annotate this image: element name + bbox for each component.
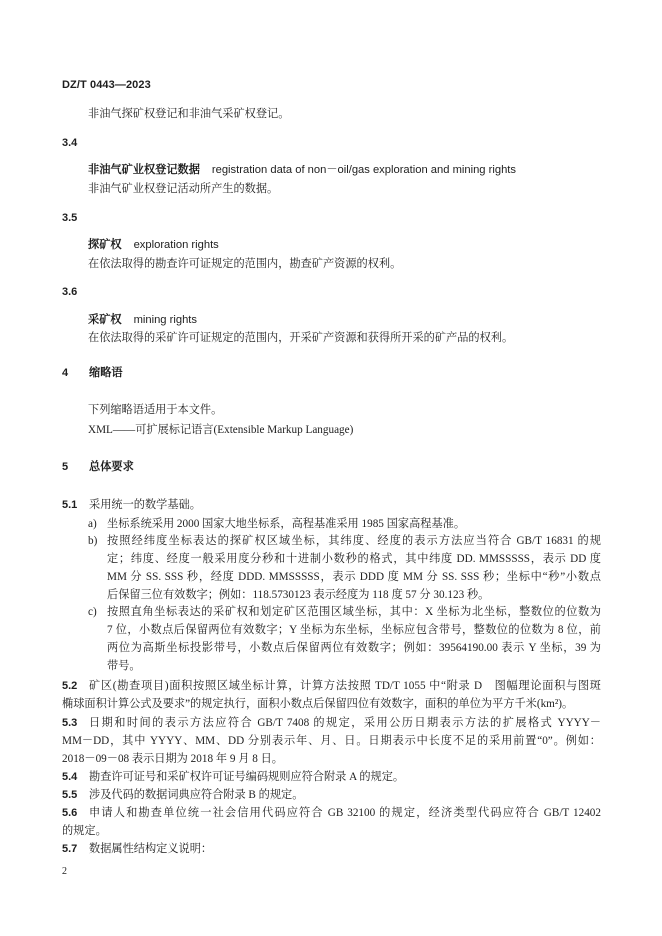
clause-number: 5.5 bbox=[62, 789, 78, 801]
list-item-text-line: MM 分 SS. SSS 秒，经度 DDD. MMSSSSS，表示 DDD 度 MM 分 SS. SSS 秒；坐标中“秒”小数点 bbox=[107, 571, 601, 583]
clause-number: 5.7 bbox=[62, 843, 78, 855]
clause-text-line: 椭球面积计算公式及要求”的规定执行，面积小数点后保留四位有效数字，面积的单位为平方千米(km²)。 bbox=[62, 698, 574, 710]
list-item-text-line: 两位为高斯坐标投影带号，小数点后保留两位有效数字；例如：39564190.00 表示 Y 坐标，39 为 bbox=[107, 642, 601, 654]
list-item-marker: a) bbox=[88, 518, 97, 530]
clause-number: 5.1 bbox=[62, 499, 78, 511]
list-item-text-line: 定；纬度、经度一般采用度分秒和十进制小数秒的格式，其中纬度 DD. MMSSSSS，表示 DD 度 bbox=[107, 553, 601, 565]
list-item-text-line: 后保留三位有效数字；例如：118.5730123 表示经度为 118 度 57 分 30.123 秒。 bbox=[107, 589, 490, 601]
clause-text-line: 申请人和勘查单位统一社会信用代码应符合 GB 32100 的规定，经济类型代码应符合 GB/T 12402 bbox=[89, 807, 601, 819]
term-chinese: 非油气矿业权登记数据 bbox=[88, 164, 200, 176]
abbreviations-intro: 下列缩略语适用于本文件。 bbox=[88, 404, 223, 416]
term-english: mining rights bbox=[133, 314, 197, 326]
list-item-text-line: 7 位，小数点后保留两位有效数字；Y 坐标为东坐标，坐标应包含带号，整数位的位数为 8 位，前 bbox=[107, 624, 601, 636]
term-number: 3.6 bbox=[62, 286, 78, 298]
list-item-text-line: 按照直角坐标表达的采矿权和划定矿区范围区域坐标，其中：X 坐标为北坐标，整数位的位数为 bbox=[107, 606, 601, 618]
page-number: 2 bbox=[62, 866, 67, 877]
term-entry bbox=[88, 311, 197, 329]
term-chinese: 探矿权 bbox=[88, 239, 122, 251]
clause-number: 5.2 bbox=[62, 680, 78, 692]
clause-number: 5.6 bbox=[62, 807, 78, 819]
clause-text-line: 数据属性结构定义说明： bbox=[89, 843, 213, 855]
term-chinese: 采矿权 bbox=[88, 314, 122, 326]
clause-number: 5.3 bbox=[62, 717, 78, 729]
abbreviation-entry: XML——可扩展标记语言(Extensible Markup Language) bbox=[88, 424, 354, 436]
clause-text-line: 2018－09－08 表示日期为 2018 年 9 月 8 日。 bbox=[62, 753, 283, 765]
section-title: 总体要求 bbox=[89, 461, 134, 473]
clause-text-line: 矿区(勘查项目)面积按照区域坐标计算，计算方法按照 TD/T 1055 中“附录 D 图幅理论面积与图斑 bbox=[89, 680, 601, 692]
term-entry bbox=[88, 161, 516, 179]
clause-number: 5.4 bbox=[62, 771, 78, 783]
clause-text-line: 的规定。 bbox=[62, 825, 107, 837]
term-english: registration data of non－oil/gas exploration and mining rights bbox=[211, 164, 516, 176]
term-definition: 在依法取得的勘查许可证规定的范围内，勘查矿产资源的权利。 bbox=[88, 258, 402, 270]
term-definition: 在依法取得的采矿许可证规定的范围内，开采矿产资源和获得所开采的矿产品的权利。 bbox=[88, 332, 514, 344]
clause-text-line: 采用统一的数学基础。 bbox=[89, 499, 201, 511]
clause-text-line: 勘查许可证号和采矿权许可证号编码规则应符合附录 A 的规定。 bbox=[89, 771, 405, 783]
list-item-marker: b) bbox=[88, 535, 98, 547]
standard-code-header: DZ/T 0443—2023 bbox=[62, 79, 151, 91]
section-number: 4 bbox=[62, 367, 69, 379]
clause-text-line: 日期和时间的表示方法应符合 GB/T 7408 的规定，采用公历日期表示方法的扩展格式 YYYY－ bbox=[89, 717, 601, 729]
term-entry bbox=[88, 236, 219, 254]
section-number: 5 bbox=[62, 461, 69, 473]
term-number: 3.5 bbox=[62, 212, 78, 224]
carryover-paragraph: 非油气探矿权登记和非油气采矿权登记。 bbox=[88, 108, 290, 120]
list-item-marker: c) bbox=[88, 606, 97, 618]
list-item-text-line: 坐标系统采用 2000 国家大地坐标系，高程基准采用 1985 国家高程基准。 bbox=[107, 518, 466, 530]
clause-text-line: 涉及代码的数据词典应符合附录 B 的规定。 bbox=[89, 789, 304, 801]
term-number: 3.4 bbox=[62, 137, 78, 149]
list-item-text-line: 带号。 bbox=[107, 660, 141, 672]
clause-text-line: MM－DD，其中 YYYY、MM、DD 分别表示年、月、日。日期表示中长度不足的采用前置“0”。例如： bbox=[62, 735, 601, 747]
term-english: exploration rights bbox=[133, 239, 219, 251]
section-title: 缩略语 bbox=[89, 367, 123, 379]
list-item-text-line: 按照经纬度坐标表达的探矿权区域坐标，其纬度、经度的表示方法应当符合 GB/T 16831 的规 bbox=[107, 535, 601, 547]
term-definition: 非油气矿业权登记活动所产生的数据。 bbox=[88, 183, 279, 195]
